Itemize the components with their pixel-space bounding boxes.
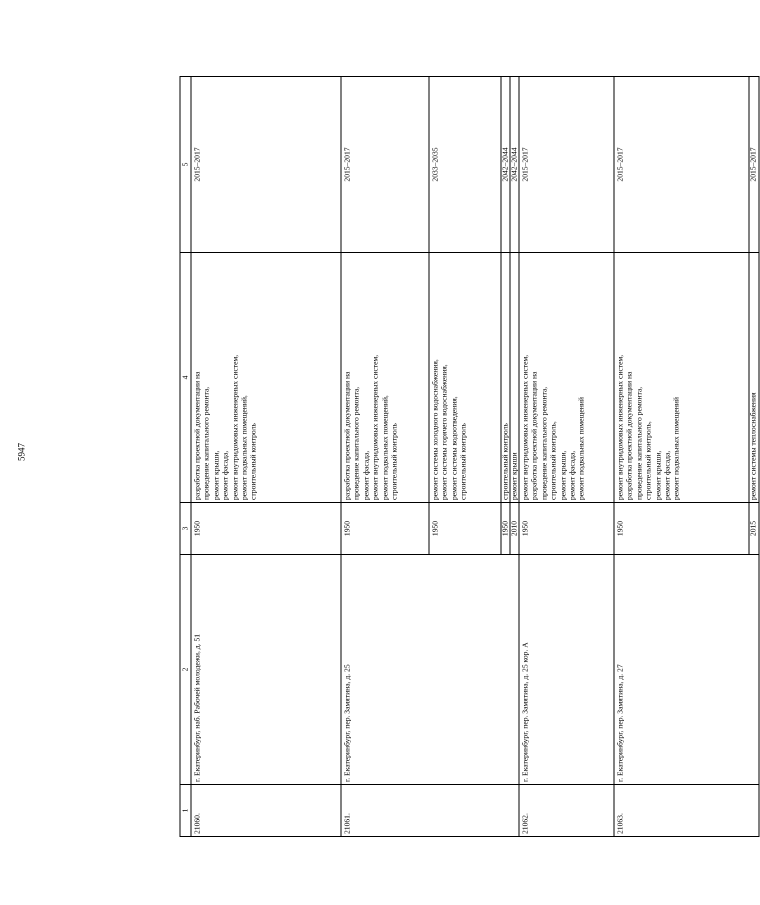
work-item: ремонт фасада, [220, 450, 230, 500]
table-row [519, 76, 614, 836]
works-cell [749, 252, 759, 502]
header-cell-3: 3 [180, 502, 191, 554]
work-item: строительный контроль, [643, 420, 653, 500]
work-item: ремонт фасада, [662, 450, 672, 500]
address-cell: г. Екатеринбург, пер. Замятина, д. 27 [614, 554, 759, 784]
work-item: разработка проектной документации на [529, 371, 539, 500]
work-item: проведение капитального ремонта, [634, 386, 644, 500]
period-cell: 2015–2017 [519, 76, 614, 252]
work-item: строительный контроль, [548, 420, 558, 500]
page-number: 5947 [16, 443, 27, 461]
work-item: ремонт крыши, [211, 450, 221, 500]
document-table-rotated [180, 77, 758, 837]
address-cell: г. Екатеринбург, пер. Замятина, д. 25 кор. А [519, 554, 614, 784]
work-item: ремонт крыши, [653, 450, 663, 500]
work-item: ремонт подвальных помещений [671, 396, 681, 500]
year-cell: 1950 [191, 502, 341, 554]
work-item: ремонт подвальных помещений, [380, 394, 390, 500]
period-cell: 2015–2017 [191, 76, 341, 252]
work-item: ремонт подвальных помещений, [239, 394, 249, 500]
work-item: проведение капитального ремонта, [201, 386, 211, 500]
table-row [614, 76, 749, 836]
works-cell [510, 252, 519, 502]
work-item: разработка проектной документации на [342, 371, 352, 500]
work-item: ремонт фасада, [567, 450, 577, 500]
row-number: 21062. [519, 784, 614, 836]
work-item: ремонт внутридомовых инженерных систем, [370, 354, 380, 500]
work-item: ремонт фасада, [361, 450, 371, 500]
work-item: разработка проектной документации на [192, 371, 202, 500]
header-row [180, 76, 191, 836]
work-item: ремонт внутридомовых инженерных систем, [520, 354, 530, 500]
table-row [191, 76, 341, 836]
period-cell: 2015–2017 [749, 76, 759, 252]
work-item: разработка проектной документации на [624, 371, 634, 500]
header-cell-2: 2 [180, 554, 191, 784]
period-cell: 2042–2044 [510, 76, 519, 252]
period-cell: 2015–2017 [341, 76, 429, 252]
work-item: ремонт внутридомовых инженерных систем, [615, 354, 625, 500]
work-item: строительный контроль [500, 422, 510, 500]
row-number: 21060. [191, 784, 341, 836]
works-cell [519, 252, 614, 502]
period-cell: 2033–2035 [429, 76, 501, 252]
year-cell: 2015 [749, 502, 759, 554]
work-item: ремонт системы горячего водоснабжения, [439, 363, 449, 500]
work-item: ремонт внутридомовых инженерных систем, [230, 354, 240, 500]
table-row [341, 76, 429, 836]
address-cell: г. Екатеринбург, наб. Рабочей молодежи, д. 51 [191, 554, 341, 784]
year-cell: 1950 [614, 502, 749, 554]
work-item: строительный контроль [458, 422, 468, 500]
work-item: строительный контроль [389, 422, 399, 500]
row-number: 21063. [614, 784, 759, 836]
work-item: ремонт подвальных помещений [576, 396, 586, 500]
works-cell [614, 252, 749, 502]
work-item: ремонт системы водоотведения, [449, 395, 459, 500]
work-item: ремонт системы холодного водоснабжения, [430, 358, 440, 500]
year-cell: 1950 [429, 502, 501, 554]
header-cell-5: 5 [180, 76, 191, 252]
address-cell: г. Екатеринбург, пер. Замятина, д. 25 [341, 554, 519, 784]
work-item: проведение капитального ремонта, [539, 386, 549, 500]
year-cell: 1950 [519, 502, 614, 554]
work-item: ремонт крыши, [558, 450, 568, 500]
header-cell-1: 1 [180, 784, 191, 836]
period-cell: 2015–2017 [614, 76, 749, 252]
work-item: строительный контроль [248, 422, 258, 500]
year-cell: 2010 [510, 502, 519, 554]
header-cell-4: 4 [180, 252, 191, 502]
works-cell [429, 252, 501, 502]
row-number: 21061. [341, 784, 519, 836]
works-cell [191, 252, 341, 502]
year-cell: 1950 [501, 502, 510, 554]
work-item: ремонт системы теплоснабжения [748, 392, 758, 500]
work-item: проведение капитального ремонта, [351, 386, 361, 500]
works-cell [341, 252, 429, 502]
period-cell: 2042–2044 [501, 76, 510, 252]
work-item: ремонт крыши [509, 451, 519, 500]
capital-repair-table [180, 76, 760, 837]
year-cell: 1950 [341, 502, 429, 554]
